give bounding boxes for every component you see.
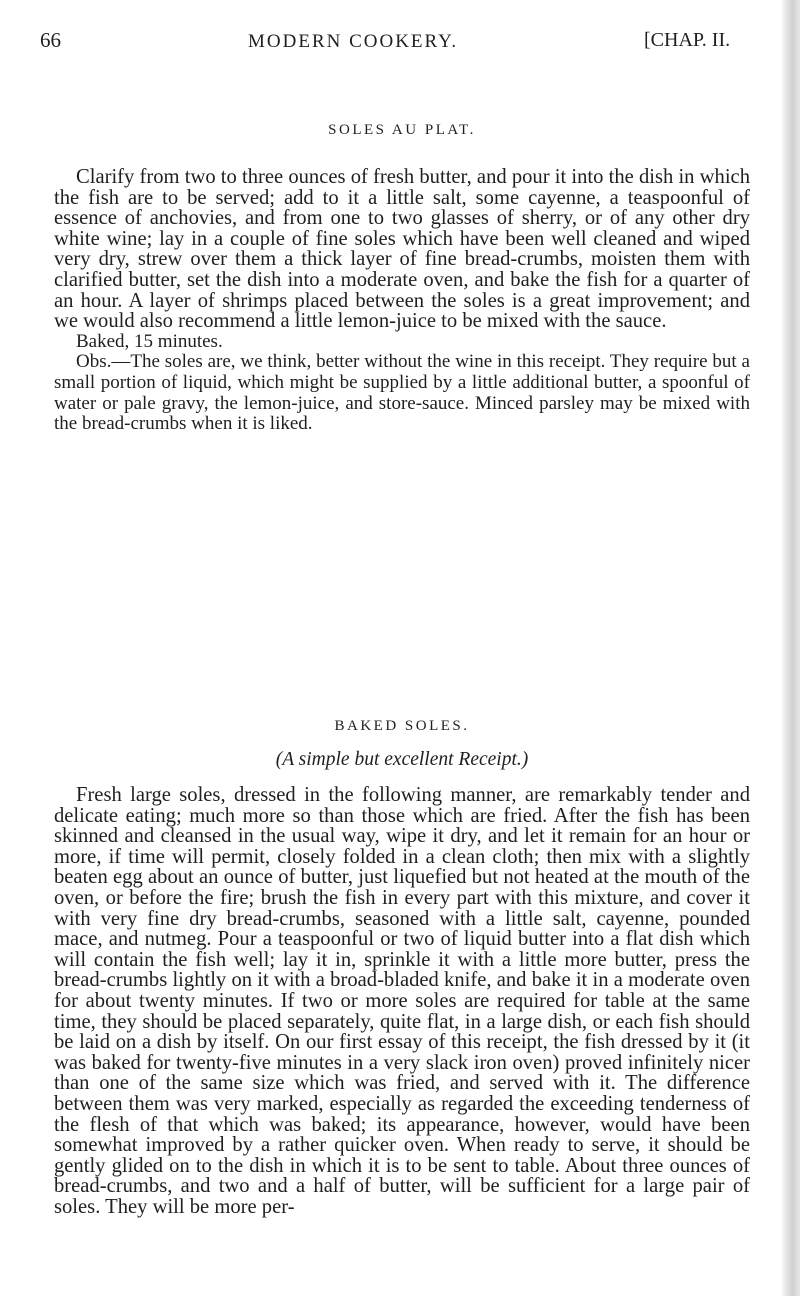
running-header (40, 28, 760, 58)
running-title: MODERN COOKERY. (248, 31, 459, 52)
observation-paragraph: Obs.—The soles are, we think, better without the wine in this receipt. They require but a small portion of liquid, which might be supplied by a little additional butter, a spoonful of water or pale gravy, the lemon-juice, and store-sauce. Minced parsley may be mixed with the bread-crumbs when it is liked. (54, 351, 750, 435)
section-soles-au-plat (54, 122, 750, 435)
section-subheading: (A simple but excellent Receipt.) (275, 749, 529, 770)
chapter-marker: [CHAP. II. (644, 29, 731, 51)
page-edge (782, 0, 800, 1296)
section-heading: BAKED SOLES. (334, 718, 470, 734)
section-heading: SOLES AU PLAT. (328, 122, 476, 138)
recipe-paragraph: Fresh large soles, dressed in the following manner, are remarkably tender and delicate eating; much more so than those which are fried. After the fish has been skinned and cleansed in the usual way, wipe it dry, and let it remain for an hour or more, if time will permit, closely folded in a clean cloth; then mix with a slightly beaten egg about an ounce of butter, just liquefied but not heated at the mouth of the oven, or before the fire; brush the fish in every part with this mixture, and cover it with very fine dry bread-crumbs, seasoned with a little salt, cayenne, pounded mace, and nutmeg. Pour a teaspoonful or two of liquid butter into a flat dish which will contain the fish well; lay it in, sprinkle it with a little more butter, press the bread-crumbs lightly on it with a broad-bladed knife, and bake it in a moderate oven for about twenty minutes. If two or more soles are required for table at the same time, they should be placed separately, quite flat, in a large dish, or each fish should be laid on a dish by itself. On our first essay of this receipt, the fish dressed by it (it was baked for twenty-five minutes in a very slack iron oven) proved infinitely nicer than one of the same size which was fried, and served with it. The difference between them was very marked, especially as regarded the exceeding tenderness of the flesh of that which was baked; its appearance, however, would have been somewhat improved by a rather quicker oven. When ready to serve, it should be gently glided on to the dish in which it is to be sent to table. About three ounces of bread-crumbs, and two and a half of butter, will be sufficient for a large pair of soles. They will be more per- (54, 784, 750, 1218)
page-number: 66 (40, 28, 61, 52)
recipe-paragraph: Clarify from two to three ounces of fresh butter, and pour it into the dish in which the fish are to be served; add to it a little salt, some cayenne, a teaspoonful of essence of anchovies, and from one to two glasses of sherry, or of any other dry white wine; lay in a couple of fine soles which have been well cleaned and wiped very dry, strew over them a thick layer of fine bread-crumbs, moisten them with clarified butter, set the dish into a moderate oven, and bake the fish for a quarter of an hour. A layer of shrimps placed between the soles is a great improvement; and we would also recommend a little lemon-juice to be mixed with the sauce. (54, 166, 750, 333)
baked-time: Baked, 15 minutes. (76, 330, 223, 352)
section-baked-soles (54, 718, 750, 1217)
